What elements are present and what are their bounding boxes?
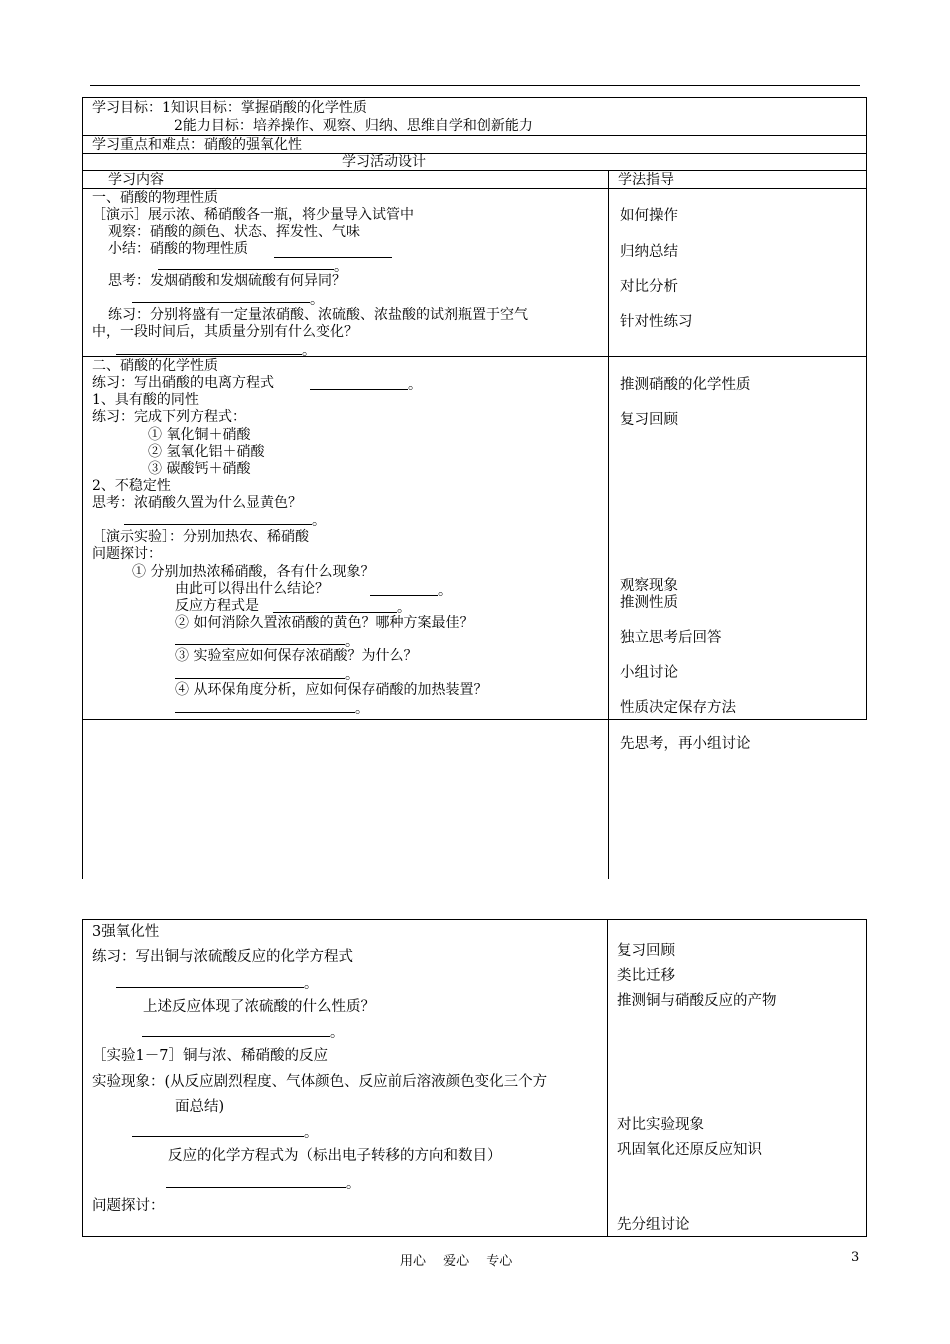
- answer-blank[interactable]: [116, 987, 304, 988]
- phenomenon-text-1: 实验现象：(从反应剧烈程度、气体颜色、反应前后溶液颜色变化三个方: [92, 1074, 548, 1090]
- table-border: [82, 1236, 867, 1237]
- learning-goal-2: 2能力目标：培养操作、观察、归纳、思维自学和创新能力: [174, 118, 533, 134]
- answer-blank[interactable]: [310, 389, 408, 390]
- period-mark: 。: [345, 634, 359, 650]
- row-line: [82, 153, 867, 154]
- question-1c: 反应方程式是: [175, 598, 259, 614]
- page-number: 3: [851, 1250, 860, 1265]
- guide-item: 对比实验现象: [617, 1117, 704, 1133]
- section-physical-title: 一、硝酸的物理性质: [92, 190, 218, 206]
- guide-item: 对比分析: [620, 279, 678, 295]
- answer-blank[interactable]: [142, 1036, 330, 1037]
- answer-blank[interactable]: [158, 269, 334, 270]
- guide-item: 独立思考后回答: [620, 630, 722, 646]
- row-line: [82, 356, 867, 357]
- header-rule: [90, 85, 860, 86]
- row-line: [82, 170, 867, 171]
- period-mark: 。: [345, 667, 359, 683]
- guide-item: 推测性质: [620, 595, 678, 611]
- table-border: [866, 919, 867, 1237]
- ionize-text: 练习：写出硝酸的电离方程式: [92, 375, 274, 391]
- guide-item: 小组讨论: [620, 665, 678, 681]
- period-mark: 。: [355, 701, 369, 717]
- period-mark: 。: [304, 976, 318, 992]
- question-3: ③ 实验室应如何保存浓硝酸？为什么？: [175, 648, 418, 664]
- period-mark: 。: [334, 259, 348, 275]
- explore-label: 问题探讨：: [92, 546, 162, 562]
- table-border: [82, 919, 867, 920]
- table-border: [82, 919, 83, 1237]
- answer-blank[interactable]: [124, 524, 312, 525]
- period-mark: 。: [346, 1176, 360, 1192]
- guide-item: 复习回顾: [617, 943, 675, 959]
- guide-item: 先思考，再小组讨论: [620, 736, 751, 752]
- guide-item: 复习回顾: [620, 412, 678, 428]
- exercise-text-1: 练习：分别将盛有一定量浓硝酸、浓硫酸、浓盐酸的试剂瓶置于空气: [108, 307, 528, 323]
- answer-blank[interactable]: [132, 302, 310, 303]
- think-text: 思考：浓硝酸久置为什么显黄色？: [92, 495, 302, 511]
- table-divider: [607, 919, 608, 1237]
- experiment-text: ［实验1－7］铜与浓、稀硝酸的反应: [92, 1048, 328, 1064]
- guide-item: 观察现象: [620, 578, 678, 594]
- equation-2: ② 氢氧化铝＋硝酸: [148, 444, 265, 460]
- equation-text: 反应的化学方程式为（标出电子转移的方向和数目）: [168, 1148, 502, 1164]
- answer-blank[interactable]: [166, 1187, 346, 1188]
- period-mark: 。: [302, 343, 316, 359]
- period-mark: 。: [304, 1125, 318, 1141]
- answer-blank[interactable]: [370, 595, 438, 596]
- guide-item: 类比迁移: [617, 968, 675, 984]
- answer-blank[interactable]: [273, 612, 397, 613]
- question-1: ① 分别加热浓稀硝酸，各有什么现象？: [132, 564, 375, 580]
- period-mark: 。: [397, 600, 411, 616]
- guide-item: 推测硝酸的化学性质: [620, 377, 751, 393]
- key-points: 学习重点和难点：硝酸的强氧化性: [92, 137, 302, 153]
- answer-blank[interactable]: [175, 712, 355, 713]
- exercise-text-2: 中，一段时间后，其质量分别有什么变化？: [92, 324, 358, 340]
- row-line: [82, 188, 867, 189]
- guide-item: 归纳总结: [620, 244, 678, 260]
- row-line: [82, 719, 867, 720]
- guide-item: 如何操作: [620, 208, 678, 224]
- column-header-content: 学习内容: [108, 172, 164, 188]
- question-4: ④ 从环保角度分析，应如何保存硝酸的加热装置？: [175, 682, 488, 698]
- question-2: ② 如何消除久置浓硝酸的黄色？哪种方案最佳？: [175, 615, 474, 631]
- section-title: 3强氧化性: [92, 924, 160, 940]
- column-header-method: 学法指导: [618, 172, 674, 188]
- acid-property: 1、具有酸的同性: [92, 392, 199, 408]
- question-1b: 由此可以得出什么结论？: [175, 581, 329, 597]
- answer-blank[interactable]: [175, 644, 345, 645]
- guide-item: 先分组讨论: [617, 1217, 690, 1233]
- unstable-property: 2、不稳定性: [92, 478, 171, 494]
- learning-goal-1: 学习目标：1知识目标：掌握硝酸的化学性质: [92, 100, 367, 116]
- answer-blank[interactable]: [116, 354, 302, 355]
- exercise-text: 练习：写出铜与浓硫酸反应的化学方程式: [92, 949, 353, 965]
- think-text: 思考：发烟硝酸和发烟硫酸有何异同？: [108, 273, 346, 289]
- equation-3: ③ 碳酸钙＋硝酸: [148, 461, 251, 477]
- answer-blank[interactable]: [274, 257, 392, 258]
- footer-motto: 用心 爱心 专心: [400, 1254, 513, 1269]
- complete-text: 练习：完成下列方程式：: [92, 409, 246, 425]
- guide-item: 性质决定保存方法: [620, 700, 736, 716]
- table-border: [82, 97, 83, 879]
- explore-label: 问题探讨：: [92, 1198, 165, 1214]
- summary-text: 小结：硝酸的物理性质: [108, 241, 248, 257]
- row-line: [82, 135, 867, 136]
- demo-experiment: ［演示实验］：分别加热农、稀硝酸: [92, 529, 309, 545]
- answer-blank[interactable]: [132, 1136, 304, 1137]
- activity-design-heading: 学习活动设计: [342, 154, 426, 170]
- section-chemical-title: 二、硝酸的化学性质: [92, 358, 218, 374]
- guide-item: 巩固氧化还原反应知识: [617, 1142, 762, 1158]
- period-mark: 。: [310, 292, 324, 308]
- phenomenon-text-2: 面总结): [175, 1099, 225, 1115]
- guide-item: 针对性练习: [620, 314, 693, 330]
- table-border: [866, 97, 867, 719]
- demo-text: ［演示］展示浓、稀硝酸各一瓶，将少量导入试管中: [92, 207, 414, 223]
- observe-text: 观察：硝酸的颜色、状态、挥发性、气味: [108, 224, 360, 240]
- guide-item: 推测铜与硝酸反应的产物: [617, 993, 777, 1009]
- table-divider: [608, 170, 609, 879]
- equation-1: ① 氧化铜＋硝酸: [148, 427, 251, 443]
- period-mark: 。: [408, 377, 422, 393]
- table-border: [82, 97, 867, 98]
- answer-blank[interactable]: [175, 678, 345, 679]
- period-mark: 。: [438, 583, 452, 599]
- period-mark: 。: [330, 1025, 344, 1041]
- period-mark: 。: [312, 513, 326, 529]
- question-text: 上述反应体现了浓硫酸的什么性质？: [143, 999, 375, 1015]
